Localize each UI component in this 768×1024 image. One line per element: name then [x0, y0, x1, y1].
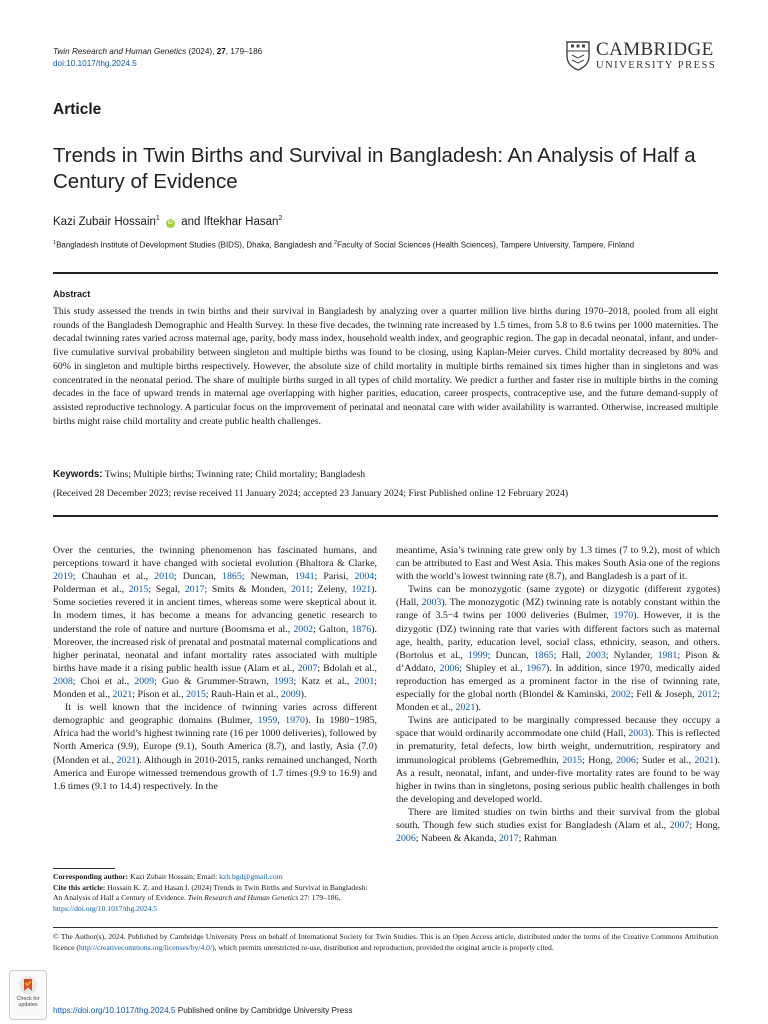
cite-doi-link[interactable]: https://doi.org/10.1017/thg.2024.5 [53, 903, 158, 913]
text-run: ; Hall, [553, 649, 587, 661]
text-run: ; Guo & Grummer-Strawn, [154, 675, 274, 687]
body-paragraph [396, 544, 720, 583]
citation-link[interactable]: 1970 [285, 715, 305, 727]
affil-2: Faculty of Social Sciences (Health Sciences), Tampere University, Tampere, Finland [337, 240, 635, 250]
article-title: Trends in Twin Births and Survival in Bangladesh: An Analysis of Half a Century of Evidence [53, 144, 696, 193]
citation-link[interactable]: 2004 [354, 571, 375, 583]
citation-link[interactable]: 1993 [273, 675, 294, 687]
bookmark-check-icon [18, 975, 38, 995]
journal-year: (2024), [186, 47, 217, 56]
citation-link[interactable]: 2009 [134, 675, 155, 687]
text-run: ; Zeleny, [310, 584, 352, 596]
citation-link[interactable]: 2021 [116, 754, 137, 766]
footer-text: Published online by Cambridge University Press [175, 1006, 353, 1015]
citation-link[interactable]: 2021 [112, 689, 133, 701]
citation-link[interactable]: 1999 [467, 649, 488, 661]
header-divider [53, 272, 718, 274]
citation-link[interactable]: 2017 [498, 833, 519, 845]
text-run: ; Pison & d’Addato, [396, 649, 720, 674]
citation-link[interactable]: 2010 [154, 571, 174, 583]
citation-link[interactable]: 1959 [257, 715, 278, 727]
text-run: ; Nylander, [605, 649, 658, 661]
citation-link[interactable]: 1941 [294, 571, 315, 583]
keywords [53, 469, 365, 480]
footnotes [53, 872, 377, 914]
author-list [53, 215, 282, 228]
journal-citation [53, 46, 262, 58]
affil-sup-1: 1 [53, 240, 57, 246]
orcid-icon[interactable]: iD [167, 219, 174, 226]
body-paragraph [53, 701, 377, 793]
text-run: ; Newman, [241, 571, 295, 583]
author-2[interactable]: Iftekhar Hasan [203, 215, 279, 228]
body-paragraph [53, 544, 377, 701]
text-run: ). Although in 2010-2015, ranks remained unchanged, North America and Europe witnessed tremendous growth of 1.7 times (9.9 to 16.9) and 1.6 times (9.1 to 14.4) respectively. In the [53, 754, 377, 792]
citation-link[interactable]: 2006 [396, 833, 416, 845]
text-run: ; Shipley et al., [459, 662, 527, 674]
citation-link[interactable]: 1970 [613, 610, 634, 622]
authors-and: and [178, 215, 204, 228]
text-run: ). The monozygotic (MZ) twinning rate is notably constant within the range of 3.5−4 twins per 1000 deliveries (Bulmer, [396, 597, 720, 622]
abstract-text: This study assessed the trends in twin births and their survival in Bangladesh by analyzing over a quarter million live births during 1970–2018, pooled from all eight rounds of the Bangladesh Demographic and Health Survey. In these five decades, the twinning rate increased by 1.5 times, from 5.8 to 8.6 twins per 1000 maternities. The decadal twinning rates varied across maternal age, parity, body mass index, household wealth index, and geographic region. The gap in decadal neonatal, infant, and under-five cumulative survival probability between singleton and multiple births was found to be closing, using Kaplan-Meier curves. Child mortality decreased by 80% and 60% in singleton and multiple births respectively. However, the absolute size of child mortality in multiple births remained six times higher than in singletons and was concentrated in the neonatal period. The share of multiple births surged in all types of child mortality. We predict a further and faster rise in multiple births in the coming decades in the face of upward trends in maternal age overlapping with higher parities, education, career prospects, contraceptive use, and the future demand-supply of assisted reproductive technology. A particular focus on the improvement of perinatal and neonatal care with wider availability is warranted. Otherwise, increased multiple births might raise child mortality and create public health challenges. [53, 306, 718, 427]
text-run: ; Monden et al., [396, 689, 720, 714]
citation-link[interactable]: 2002 [293, 623, 314, 635]
right-column [396, 544, 720, 845]
license-divider [53, 927, 718, 928]
author-1-affil: 1 [155, 215, 160, 222]
affil-sup-2: 2 [334, 240, 338, 246]
citation-link[interactable]: 1981 [657, 649, 678, 661]
citation-link[interactable]: 2009 [280, 689, 301, 701]
citation-link[interactable]: 2003 [586, 649, 606, 661]
citation-link[interactable]: 2003 [628, 728, 649, 740]
text-run: meantime, Asia’s twinning rate grew only by 1.3 times (7 to 9.2), most of which can be attributed to East and West Asia. This makes South Asia one of the regions with the world’s lowest twinning rate (8.7), and Bangladesh is a part of it. [396, 545, 720, 583]
license-part-1: © The Author(s), 2024. Published by Cambridge University Press on behalf of International Society for Twin Studies. This is an Open Access article, distributed under the terms of the Creative Commons Attribution licence ( [53, 932, 718, 953]
text-run: Over the centuries, the twinning phenomenon has fascinated humans, and perceptions toward it have changed with societal evolution (Bhaltora & Clarke, [53, 545, 377, 570]
text-run: ; Nabeen & Akanda, [415, 833, 499, 845]
text-run: ; Polderman et al., [53, 571, 377, 596]
citation-link[interactable]: 1865 [222, 571, 242, 583]
text-run: ; Choi et al., [72, 675, 135, 687]
author-2-affil: 2 [278, 215, 283, 222]
text-run: ). As a result, neonatal, infant, and under-five mortality rates are found to be way higher in twins than in singletons, posing serious public health challenges in both the developing and developed world. [396, 754, 720, 805]
journal-volume: 27 [216, 47, 226, 56]
license-part-2: ), which permits unrestricted re-use, distribution and reproduction, provided the original article is properly cited. [212, 943, 554, 953]
cite-article [53, 883, 377, 915]
received-dates: (Received 28 December 2023; revise received 11 January 2024; accepted 23 January 2024; First Published online 12 February 2024) [53, 488, 569, 499]
badge-line1: Check for [16, 996, 40, 1002]
body-paragraph [396, 714, 720, 806]
text-run: ). Moreover, the increased risk of prenatal and postnatal maternal complications and higher perinatal, neonatal and infant mortality rates associated with multiple births have made it a rising public health issue (Alam et al., [53, 623, 377, 674]
check-for-updates-badge[interactable] [9, 970, 47, 1020]
text-run: ; Rauh-Hain et al., [205, 689, 281, 701]
citation-link[interactable]: 2021 [455, 702, 476, 714]
citation-link[interactable]: 2011 [290, 584, 311, 596]
article-type: Article [53, 101, 102, 118]
page-footer [53, 1006, 352, 1015]
citation-link[interactable]: 2002 [610, 689, 631, 701]
journal-header [53, 46, 262, 70]
text-run: ). However, it is the dizygotic (DZ) twinning rate that varies with different factors such as maternal age, health, parity, education level, social class, ethnicity, season, and others. (Bortolus et al., [396, 610, 720, 661]
badge-line2: updates [18, 1002, 38, 1009]
publisher-logo[interactable] [566, 40, 716, 72]
text-run: Twins can be monozygotic (same zygote) or dizygotic (different zygotes) (Hall, [396, 584, 720, 609]
citation-link[interactable]: 2007 [297, 662, 318, 674]
body-paragraph [396, 806, 720, 845]
text-run: ). [475, 702, 482, 714]
footer-doi-link[interactable]: https://doi.org/10.1017/thg.2024.5 [53, 1006, 176, 1015]
text-run: ; Monden et al., [53, 675, 377, 701]
corresponding-author [53, 872, 377, 883]
license-link[interactable]: http://creativecommons.org/licenses/by/4.0/ [78, 943, 213, 953]
citation-link[interactable]: 2017 [184, 584, 205, 596]
corr-email-link[interactable]: kzh.bgd@gmail.com [219, 872, 283, 881]
cite-label: Cite this article: [53, 882, 106, 892]
citation-link[interactable]: 2006 [439, 662, 460, 674]
logo-line1: CAMBRIDGE [596, 39, 714, 60]
citation-link[interactable]: 2012 [697, 689, 718, 701]
affil-1: Bangladesh Institute of Development Studies (BIDS), Dhaka, Bangladesh and [56, 240, 335, 250]
text-run: ; Galton, [313, 623, 352, 635]
citation-link[interactable]: 2008 [53, 675, 73, 687]
text-run: ; Segal, [148, 584, 185, 596]
text-run: , [277, 715, 286, 727]
author-1[interactable]: Kazi Zubair Hossain [53, 215, 156, 228]
left-column [53, 544, 377, 793]
citation-link[interactable]: 1876 [351, 623, 372, 635]
citation-link[interactable]: 2015 [562, 754, 583, 766]
corr-label: Corresponding author: [53, 872, 129, 881]
citation-link[interactable]: 2015 [186, 689, 206, 701]
citation-link[interactable]: 2015 [128, 584, 149, 596]
citation-link[interactable]: 2021 [694, 754, 715, 766]
cite-vol: 27: 179–186, [298, 893, 341, 902]
citation-link[interactable]: 2019 [53, 571, 73, 583]
text-run: ). This is reflected in prematurity, fetal defects, low birth weight, undernutrition, respiratory and immunological problems (Gebremedhin, [396, 728, 720, 766]
citation-link[interactable]: 2006 [616, 754, 636, 766]
citation-link[interactable]: 1967 [526, 662, 547, 674]
keywords-label: Keywords: [53, 469, 103, 480]
citation-link[interactable]: 1865 [533, 649, 554, 661]
body-paragraph [396, 583, 720, 714]
cite-text: Hossain K. Z. and Hasan I. (2024) Trends in Twin Births and Survival in Bangladesh: An Analysis of Half a Century of Evidence. [53, 882, 368, 902]
license-text [53, 931, 718, 953]
text-run: It is well known that the incidence of twinning varies across different demographic and geographic domains (Bulmer, [53, 702, 377, 727]
citation-link[interactable]: 2007 [669, 819, 690, 831]
text-run: ). [300, 689, 307, 701]
logo-line2: UNIVERSITY PRESS [596, 60, 717, 71]
text-run: ; Smits & Monden, [204, 584, 291, 596]
text-run: ; Duncan, [487, 649, 534, 661]
text-run: ; Pison et al., [132, 689, 187, 701]
journal-name: Twin Research and Human Genetics [53, 47, 187, 56]
text-run: Twins are anticipated to be marginally compressed because they occupy a space that would ordinarily accommodate one child (Hall, [396, 715, 720, 740]
text-run: ). In addition, since 1970, medically aided reproduction has emerged as a prominent factor in the rise of twinning rate, especially for the global north (Blondel & Kaminski, [396, 662, 721, 701]
text-run: ; Katz et al., [293, 675, 355, 687]
abstract-heading: Abstract [53, 289, 91, 299]
text-run: ; Suder et al., [635, 754, 695, 766]
citation-link[interactable]: 1921 [351, 584, 372, 596]
keywords-text: Twins; Multiple births; Twinning rate; Child mortality; Bangladesh [102, 469, 366, 480]
text-run: There are limited studies on twin births and their survival from the global south. Though few such studies exist for Bangladesh (Alam et al., [396, 806, 720, 831]
doi-link[interactable]: doi:10.1017/thg.2024.5 [53, 59, 137, 68]
abstract-divider [53, 515, 718, 517]
text-run: ; Bdolah et al., [317, 662, 377, 674]
footnote-divider [53, 868, 115, 869]
text-run: ; Duncan, [173, 571, 223, 583]
text-run: ). Some societies revered it in ancient times, whereas some were skeptical about it. In modern times, it has become a means for advancing genetic research to understand the role of nature and nurture (Boomsma et al., [53, 584, 377, 635]
citation-link[interactable]: 2003 [421, 597, 442, 609]
text-run: ; Hong, [582, 754, 617, 766]
corr-text: Kazi Zubair Hossain; Email: [128, 872, 220, 881]
text-run: ; Rahman [518, 833, 557, 845]
cambridge-shield-icon [566, 41, 590, 71]
text-run: ; Chauhan et al., [72, 571, 155, 583]
cite-journal: Twin Research and Human Genetics [187, 893, 299, 902]
affiliations [53, 237, 723, 252]
citation-link[interactable]: 2001 [354, 675, 375, 687]
journal-pages: , 179–186 [225, 47, 263, 56]
text-run: ; Fell & Joseph, [630, 689, 698, 701]
text-run: ; Hong, [689, 819, 721, 831]
text-run: ). In 1980−1985, Africa had the world’s highest twinning rate (16 per 1000 deliveries), followed by North America (9.9), Europe (9.1), South America (8.7), and lastly, Asia (7.0) (Monden et al., [53, 715, 377, 766]
text-run: ; Parisi, [314, 571, 355, 583]
